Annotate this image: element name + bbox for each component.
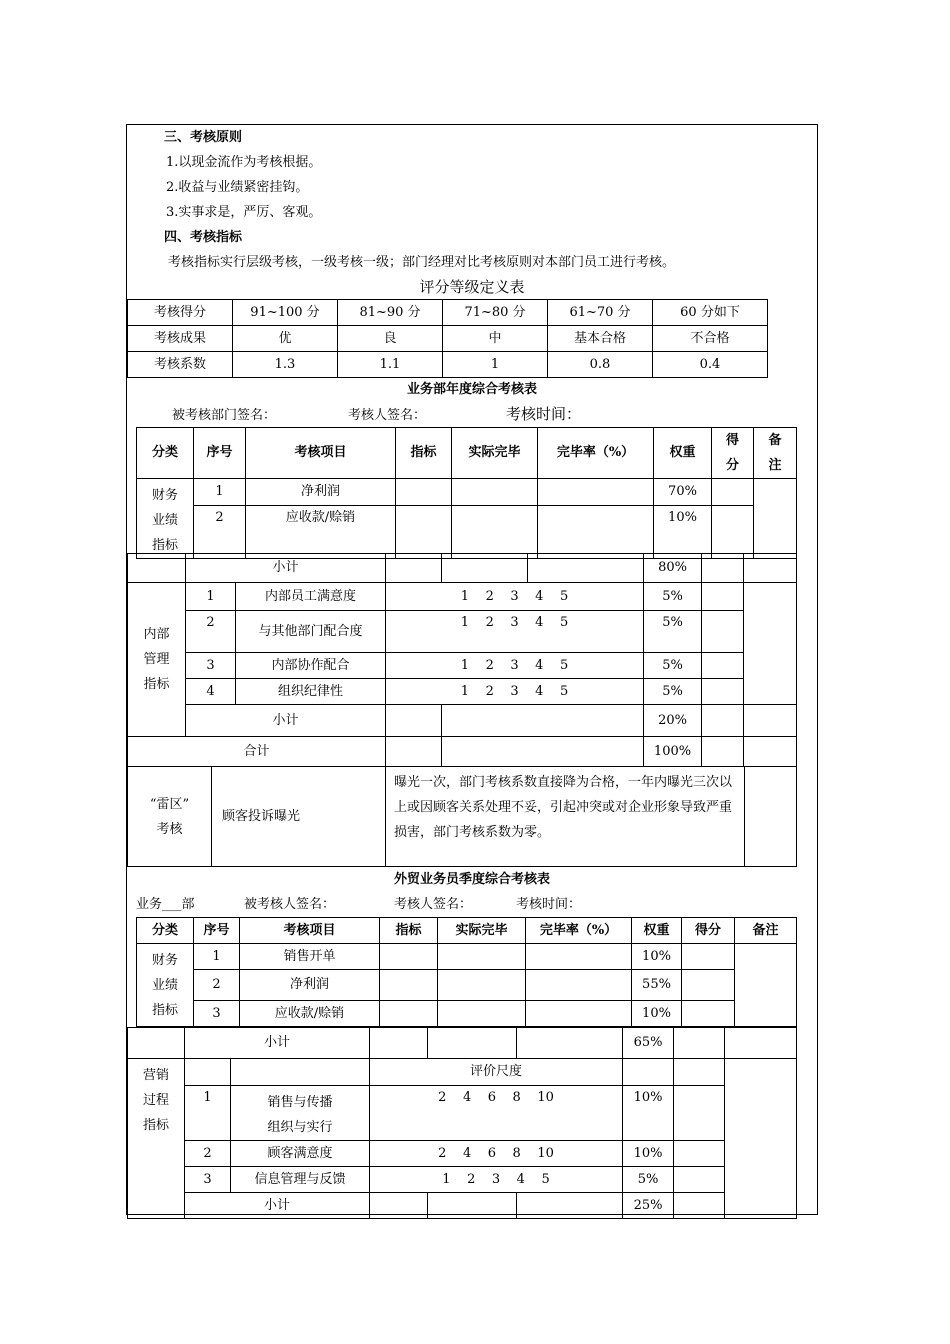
row-item: 顾客满意度	[231, 1141, 370, 1167]
cell-rate	[538, 479, 654, 506]
row-no: 1	[186, 583, 236, 611]
subtotal-weight: 65%	[623, 1028, 674, 1059]
grade-cell: 基本合格	[548, 326, 653, 352]
table-row	[137, 479, 797, 506]
subtotal-row	[128, 705, 797, 737]
row-item: 应收款/赊销	[240, 1001, 380, 1027]
row-item: 内部员工满意度	[236, 583, 386, 611]
header-note: 备注	[754, 428, 797, 479]
row-no: 1	[194, 479, 246, 506]
principles-heading: 三、考核原则	[164, 130, 243, 145]
row-no: 2	[194, 970, 240, 1001]
row-weight: 10%	[632, 944, 682, 970]
grade-row-result	[128, 326, 768, 352]
scale-header: 评价尺度	[370, 1059, 623, 1086]
grade-cell: 考核系数	[128, 352, 233, 378]
row-no: 3	[185, 1167, 231, 1193]
row-scale: 2 4 6 8 10	[370, 1141, 623, 1167]
header-category: 分类	[137, 428, 194, 479]
cell-score	[712, 505, 754, 558]
grade-cell: 1.3	[233, 352, 338, 378]
row-weight: 5%	[644, 679, 702, 705]
subtotal-label: 小计	[186, 554, 386, 583]
grade-cell: 中	[443, 326, 548, 352]
row-item: 信息管理与反馈	[231, 1167, 370, 1193]
cell-actual	[452, 505, 538, 558]
row-weight: 5%	[644, 583, 702, 611]
scale-header-row	[128, 1059, 797, 1086]
sign-assessee-label: 被考核人签名：	[244, 897, 336, 912]
table-row	[128, 1141, 797, 1167]
header-no: 序号	[194, 918, 240, 944]
row-scale: 2 4 6 8 10	[370, 1086, 623, 1141]
row-no: 1	[185, 1086, 231, 1141]
table-row	[128, 1167, 797, 1193]
sign-dept-label: 被考核部门签名：	[172, 408, 277, 423]
table-row	[128, 1086, 797, 1141]
row-item: 内部协作配合	[236, 653, 386, 679]
principle-item: 2.收益与业绩紧密挂钩。	[166, 180, 309, 195]
grade-cell: 1	[443, 352, 548, 378]
table-row	[128, 679, 797, 705]
row-no: 1	[194, 944, 240, 970]
row-weight: 10%	[623, 1086, 674, 1141]
subtotal-row	[128, 554, 797, 583]
category-internal: 内部 管理 指标	[128, 583, 186, 737]
header-weight: 权重	[654, 428, 712, 479]
subtotal-row	[128, 1193, 797, 1219]
row-weight: 5%	[644, 611, 702, 653]
principle-item: 1.以现金流作为考核根据。	[166, 155, 322, 170]
grade-cell: 0.4	[653, 352, 768, 378]
grade-cell: 0.8	[548, 352, 653, 378]
grade-cell: 考核成果	[128, 326, 233, 352]
row-item: 与其他部门配合度	[236, 611, 386, 653]
category-finance: 财务 业绩 指标	[137, 479, 194, 559]
row-scale: 1 2 3 4 5	[386, 583, 644, 611]
row-no: 2	[186, 611, 236, 653]
cell-score	[712, 479, 754, 506]
sales-body-table	[127, 1027, 797, 1219]
indicators-intro: 考核指标实行层级考核，一级考核一级；部门经理对比考核原则对本部门员工进行考核。	[168, 255, 676, 270]
grade-cell: 91~100 分	[233, 300, 338, 326]
row-item: 销售开单	[240, 944, 380, 970]
grade-cell: 考核得分	[128, 300, 233, 326]
header-item: 考核项目	[240, 918, 380, 944]
sales-dept-label: 业务___部	[136, 897, 195, 912]
header-target: 指标	[396, 428, 452, 479]
subtotal-label: 小计	[185, 1028, 370, 1059]
row-item: 销售与传播 组织与实行	[231, 1086, 370, 1141]
cell-actual	[452, 479, 538, 506]
subtotal-weight: 20%	[644, 705, 702, 737]
minefield-row	[128, 767, 797, 867]
grade-row-coef	[128, 352, 768, 378]
header-weight: 权重	[632, 918, 682, 944]
grade-cell: 61~70 分	[548, 300, 653, 326]
row-no: 2	[185, 1141, 231, 1167]
row-weight: 70%	[654, 479, 712, 506]
header-category: 分类	[137, 918, 194, 944]
subtotal-weight: 25%	[623, 1193, 674, 1219]
indicators-heading: 四、考核指标	[164, 230, 243, 245]
sign-assessor-label: 考核人签名：	[394, 897, 473, 912]
row-no: 3	[194, 1001, 240, 1027]
grade-table-title: 评分等级定义表	[419, 278, 525, 296]
table-row	[137, 944, 797, 970]
row-item: 组织纪律性	[236, 679, 386, 705]
row-scale: 1 2 3 4 5	[386, 653, 644, 679]
table-row	[137, 970, 797, 1001]
grade-row-score	[128, 300, 768, 326]
header-actual: 实际完毕	[438, 918, 526, 944]
row-weight: 55%	[632, 970, 682, 1001]
sign-time-label: 考核时间：	[516, 897, 582, 912]
category-finance: 财务 业绩 指标	[137, 944, 194, 1027]
header-rate: 完毕率（%）	[538, 428, 654, 479]
total-row	[128, 737, 797, 767]
minefield-item: 顾客投诉曝光	[212, 767, 386, 867]
row-item: 净利润	[240, 970, 380, 1001]
subtotal-label: 小计	[186, 705, 386, 737]
cell-target	[396, 479, 452, 506]
table-row	[137, 505, 797, 558]
grade-cell: 优	[233, 326, 338, 352]
subtotal-weight: 80%	[644, 554, 702, 583]
row-item: 应收款/赊销	[246, 505, 396, 558]
row-item: 净利润	[246, 479, 396, 506]
total-label: 合计	[128, 737, 386, 767]
row-no: 3	[186, 653, 236, 679]
header-score: 得分	[682, 918, 735, 944]
row-weight: 10%	[654, 505, 712, 558]
row-scale: 1 2 3 4 5	[386, 679, 644, 705]
header-no: 序号	[194, 428, 246, 479]
header-rate: 完毕率（%）	[526, 918, 632, 944]
row-scale: 1 2 3 4 5	[370, 1167, 623, 1193]
category-minefield: “雷区” 考核	[128, 767, 212, 867]
grade-cell: 不合格	[653, 326, 768, 352]
grade-cell: 60 分如下	[653, 300, 768, 326]
sales-header-table	[136, 917, 797, 1027]
table-row	[128, 583, 797, 611]
grade-cell: 81~90 分	[338, 300, 443, 326]
table-row	[137, 1001, 797, 1027]
header-item: 考核项目	[246, 428, 396, 479]
row-weight: 10%	[632, 1001, 682, 1027]
grade-cell: 71~80 分	[443, 300, 548, 326]
cell-target	[396, 505, 452, 558]
minefield-table	[127, 766, 797, 867]
cell-note	[754, 479, 797, 559]
total-weight: 100%	[644, 737, 702, 767]
sign-assessor-label: 考核人签名：	[348, 408, 427, 423]
minefield-desc: 曝光一次，部门考核系数直接降为合格，一年内曝光三次以上或因顾客关系处理不妥，引起冲突或对企业形象导致严重损害，部门考核系数为零。	[386, 767, 745, 867]
row-weight: 10%	[623, 1141, 674, 1167]
table-row	[128, 611, 797, 653]
subtotal-label: 小计	[185, 1193, 370, 1219]
row-weight: 5%	[644, 653, 702, 679]
subtotal-row	[128, 1028, 797, 1059]
dept-table-title: 业务部年度综合考核表	[406, 382, 537, 397]
row-weight: 5%	[623, 1167, 674, 1193]
header-actual: 实际完毕	[452, 428, 538, 479]
principle-item: 3.实事求是，严厉、客观。	[166, 205, 322, 220]
table-row	[128, 653, 797, 679]
dept-body-table	[127, 553, 797, 767]
row-no: 2	[194, 505, 246, 558]
header-note: 备注	[735, 918, 797, 944]
cell-rate	[538, 505, 654, 558]
row-no: 4	[186, 679, 236, 705]
category-marketing: 营销 过程 指标	[128, 1059, 185, 1219]
sales-table-title: 外贸业务员季度综合考核表	[393, 872, 550, 887]
header-target: 指标	[380, 918, 438, 944]
dept-header-table	[136, 427, 797, 559]
grade-cell: 1.1	[338, 352, 443, 378]
row-scale: 1 2 3 4 5	[386, 611, 644, 653]
header-score: 得分	[712, 428, 754, 479]
grade-table	[127, 299, 768, 378]
sales-header-row	[137, 918, 797, 944]
grade-cell: 良	[338, 326, 443, 352]
sign-time-label: 考核时间：	[506, 405, 582, 423]
dept-header-row	[137, 428, 797, 479]
